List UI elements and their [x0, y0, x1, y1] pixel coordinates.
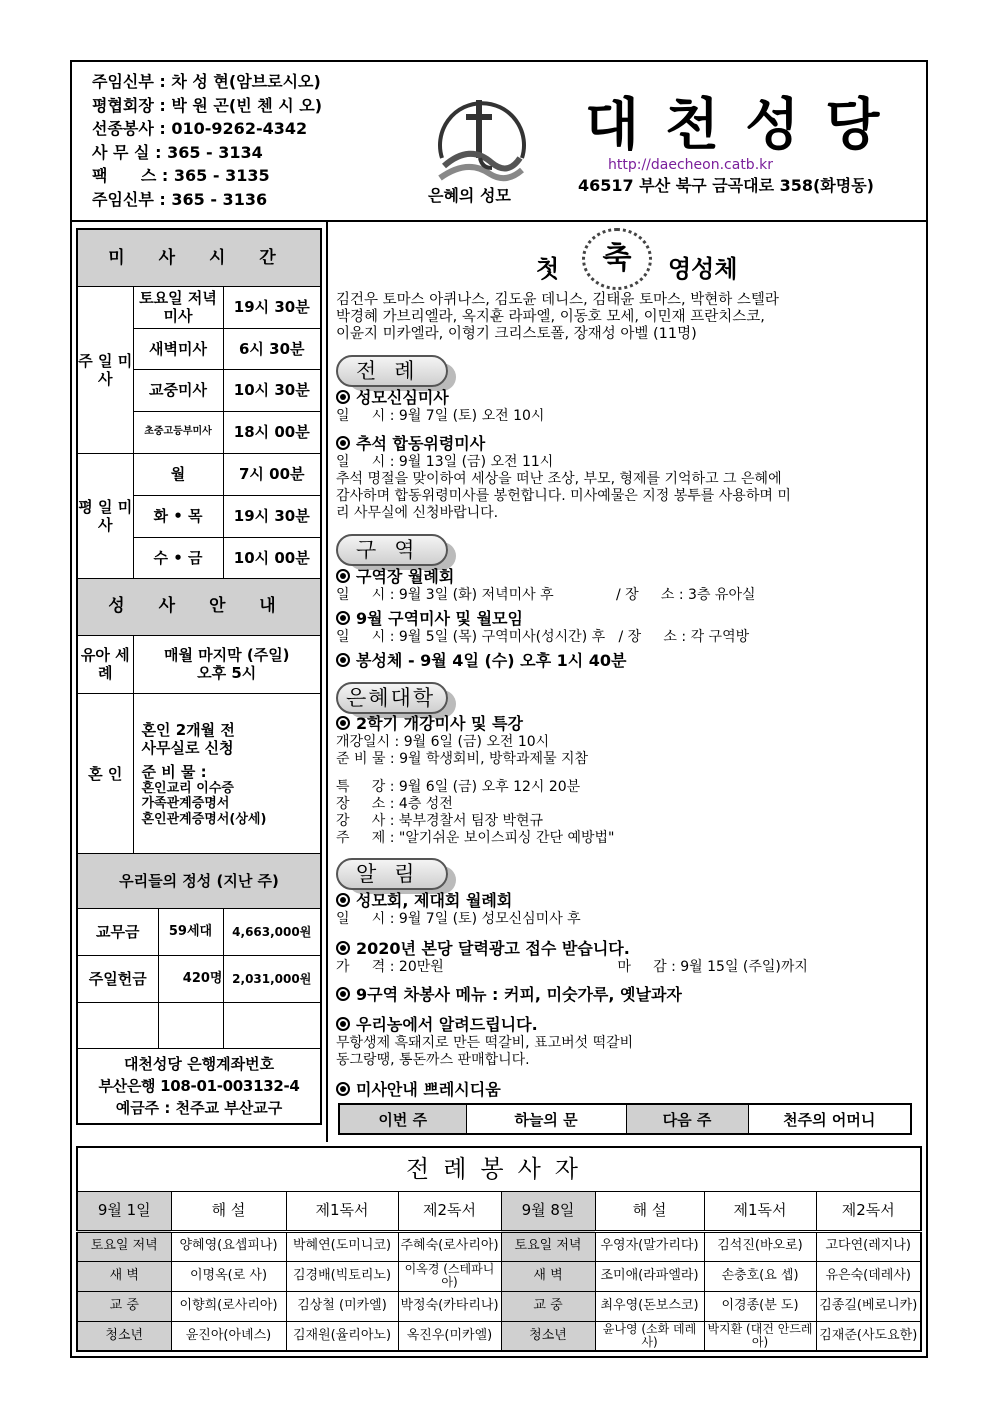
- address: 46517 부산 북구 금곡대로 358(화명동): [578, 176, 874, 195]
- logo-caption: 은혜의 성모: [428, 186, 511, 205]
- item-title: 2020년 본당 달력광고 접수 받습니다.: [356, 939, 630, 958]
- item-line: 동그랑땡, 통돈까스 판매합니다.: [336, 1052, 530, 1068]
- communion-title-left: 첫: [536, 255, 560, 283]
- server-cell: 박지환 (대건 안드레아): [704, 1321, 816, 1351]
- mass-cell: 토요일 저녁: [501, 1231, 595, 1261]
- item-title: 미사안내 쁘레시디움: [356, 1080, 501, 1099]
- communicants-line: 박경혜 가브리엘라, 옥지훈 라파엘, 이동호 모세, 이민재 프란치스코,: [336, 309, 765, 325]
- next-week-label: 다음 주: [626, 1104, 748, 1134]
- item-title: 9월 구역미사 및 월모임: [356, 609, 523, 628]
- notice-item-title: [336, 388, 449, 407]
- server-cell: 이경종(분 도): [704, 1291, 816, 1321]
- info-row: 팩 스 : 365 - 3135: [92, 166, 270, 185]
- item-title: 구역장 월례회: [356, 567, 455, 586]
- item-title: 성모회, 제대회 월례회: [356, 891, 513, 910]
- item-line: 감사하며 합동위령미사를 봉헌합니다. 미사예물은 지정 봉투를 사용하며 미: [336, 488, 791, 504]
- server-cell: 고다연(레지나): [816, 1231, 921, 1261]
- info-label: 평협회장: [92, 95, 154, 115]
- mass-times-table: [76, 228, 322, 857]
- server-cell: 양혜영(요셉피나): [171, 1231, 286, 1261]
- bank-line: 예금주 : 천주교 부산교구: [115, 1099, 283, 1117]
- baptism-schedule: 매월 마지막 (주일): [163, 646, 290, 664]
- info-value: 365 - 3136: [171, 189, 268, 209]
- bullet-icon: [336, 941, 350, 955]
- item-line: 일 시 : 9월 13일 (금) 오전 11시: [336, 454, 554, 470]
- item-line: 장 소 : 4층 성전: [336, 796, 453, 812]
- bullet-icon: [336, 987, 350, 1001]
- info-label: 팩 스: [92, 166, 157, 185]
- mass-time: 10시 30분: [223, 369, 321, 411]
- weekday-mass-label: 평 일 미 사: [77, 453, 133, 578]
- column-header: 제2독서: [398, 1191, 501, 1231]
- mass-cell: 교 중: [77, 1291, 171, 1321]
- item-line: 주 제 : "알기쉬운 보이스피싱 간단 예방법": [336, 830, 615, 846]
- presidium-table: [338, 1103, 912, 1135]
- item-line: 일 시 : 9월 7일 (토) 오전 10시: [336, 408, 545, 424]
- communicants-line: 이윤지 미카엘라, 이형기 크리스토폴, 장재성 아벨 (11명): [336, 326, 697, 342]
- bullet-icon: [336, 893, 350, 907]
- mass-time: 7시 00분: [223, 453, 321, 495]
- church-name: 대천성당: [585, 93, 906, 158]
- table-row: [77, 1291, 921, 1321]
- info-label: 선종봉사: [92, 119, 154, 138]
- communion-title-center: 축: [602, 241, 632, 276]
- marriage-line: 가족관계증명서: [141, 796, 230, 812]
- mass-name: 수 • 금: [133, 537, 223, 578]
- info-row: 주임신부 : 차 성 현(암브로시오): [92, 72, 321, 91]
- server-cell: 박정숙(카타리나): [398, 1291, 501, 1321]
- empty-cell: [77, 1003, 158, 1049]
- next-week-presidium: 천주의 어머니: [748, 1104, 911, 1134]
- mass-cell: 새 벽: [77, 1261, 171, 1291]
- notice-item-title: [336, 609, 523, 628]
- marriage-line: 사무실로 신청: [141, 738, 234, 757]
- mass-name: 토요일 저녁미사: [133, 286, 223, 328]
- server-cell: 주혜숙(로사리아): [398, 1231, 501, 1261]
- column-header: 제1독서: [704, 1191, 816, 1231]
- info-label: 사 무 실: [92, 142, 150, 162]
- table-row: [77, 1231, 921, 1261]
- mass-name: 새벽미사: [133, 328, 223, 369]
- notice-item-title: [336, 1080, 501, 1099]
- mass-times-title: 미 사 시 간: [77, 229, 321, 286]
- item-line: 준 비 물 : 9월 학생회비, 방학과제물 지참: [336, 751, 589, 767]
- info-row: 사 무 실 : 365 - 3134: [92, 142, 263, 162]
- notice-item-title: [336, 939, 630, 958]
- offering-count: 420명: [158, 956, 223, 1003]
- item-lines: [336, 734, 614, 847]
- server-cell: 이명옥(로 사): [171, 1261, 286, 1291]
- info-value: 365 - 3135: [173, 166, 270, 185]
- week-date: 9월 8일: [501, 1191, 595, 1231]
- info-label: 주임신부: [92, 72, 154, 91]
- mass-cell: 교 중: [501, 1291, 595, 1321]
- marriage-line: 혼인관계증명서(상세): [141, 812, 267, 828]
- servers-title: 전례봉사자: [77, 1147, 921, 1191]
- info-value: 365 - 3134: [167, 142, 263, 162]
- server-cell: 이향희(로사리아): [171, 1291, 286, 1321]
- banner-grace-university: 은혜대학: [336, 682, 448, 714]
- item-lines: [336, 1035, 633, 1069]
- column-header: 해 설: [595, 1191, 704, 1231]
- mass-time: 19시 30분: [223, 286, 321, 328]
- website-link[interactable]: http://daecheon.catb.kr: [608, 157, 774, 173]
- info-value: 차 성 현(암브로시오): [171, 72, 321, 91]
- item-line: 가 격 : 20만원 마 감 : 9월 15일 (주일)까지: [336, 959, 808, 975]
- column-header: 해 설: [171, 1191, 286, 1231]
- banner-liturgy: 전례: [336, 355, 448, 387]
- table-row: [77, 1261, 921, 1291]
- server-cell: 유은숙(데레사): [816, 1261, 921, 1291]
- info-value: 박 원 곤(빈 첸 시 오): [171, 95, 323, 115]
- offering-amount: 2,031,000원: [223, 956, 321, 1003]
- server-cell: 김석진(바오로): [704, 1231, 816, 1261]
- info-row: 주임신부 : 365 - 3136: [92, 189, 268, 209]
- mass-time: 10시 00분: [223, 537, 321, 578]
- church-logo-icon: [430, 88, 530, 188]
- item-line: 강 사 : 북부경찰서 팀장 박현규: [336, 813, 544, 829]
- mass-time: 18시 00분: [223, 411, 321, 453]
- marriage-line: 혼인 2개월 전: [141, 720, 235, 739]
- offering-name: 주일헌금: [77, 956, 158, 1003]
- server-cell: 조미애(라파엘라): [595, 1261, 704, 1291]
- mass-name: 초중고등부미사: [133, 411, 223, 453]
- notice-item-title: [336, 714, 523, 733]
- mass-time: 19시 30분: [223, 495, 321, 537]
- week-date: 9월 1일: [77, 1191, 171, 1231]
- bullet-icon: [336, 653, 350, 667]
- item-line: 특 강 : 9월 6일 (금) 오후 12시 20분: [336, 779, 581, 795]
- info-value: 010-9262-4342: [171, 119, 308, 138]
- item-line: 일 시 : 9월 5일 (목) 구역미사(성시간) 후 / 장 소 : 각 구역방: [336, 629, 750, 645]
- server-cell: 김경배(빅토리노): [286, 1261, 398, 1291]
- bullet-icon: [336, 611, 350, 625]
- baptism-label: 유아 세례: [77, 635, 133, 693]
- server-cell: 우영자(말가리다): [595, 1231, 704, 1261]
- communion-title-right: 영성체: [668, 255, 738, 283]
- mass-name: 화 • 목: [133, 495, 223, 537]
- bullet-icon: [336, 569, 350, 583]
- bullet-icon: [336, 716, 350, 730]
- item-title: 9구역 차봉사 메뉴 : 커피, 미숫가루, 옛날과자: [356, 985, 682, 1004]
- sunday-mass-label: 주 일 미 사: [77, 286, 133, 453]
- item-title: 2학기 개강미사 및 특강: [356, 714, 523, 733]
- bullet-icon: [336, 1017, 350, 1031]
- offering-table: [76, 853, 322, 1125]
- info-row: 평협회장 : 박 원 곤(빈 첸 시 오): [92, 95, 323, 115]
- item-title: 성모신심미사: [356, 388, 449, 407]
- item-line: 일 시 : 9월 7일 (토) 성모신심미사 후: [336, 911, 581, 927]
- server-cell: 이옥경 (스테파니아): [398, 1261, 501, 1291]
- item-line: 개강일시 : 9월 6일 (금) 오전 10시: [336, 734, 550, 750]
- item-title: 봉성체 - 9월 4일 (수) 오후 1시 40분: [356, 651, 627, 670]
- communicants-line: 김건우 토마스 아퀴나스, 김도윤 데니스, 김태윤 토마스, 박현하 스텔라: [336, 292, 779, 308]
- offering-count: 59세대: [158, 909, 223, 956]
- offering-amount: 4,663,000원: [223, 909, 321, 956]
- mass-cell: 새 벽: [501, 1261, 595, 1291]
- item-line: 추석 명절을 맞이하여 세상을 떠난 조상, 부모, 형제를 기억하고 그 은혜에: [336, 471, 782, 487]
- column-divider: [326, 222, 328, 1142]
- server-cell: 손충호(요 셉): [704, 1261, 816, 1291]
- communicants-list: [336, 292, 779, 343]
- empty-cell: [223, 1003, 321, 1049]
- server-cell: 김재원(율리아노): [286, 1321, 398, 1351]
- item-line: 일 시 : 9월 3일 (화) 저녁미사 후 / 장 소 : 3층 유아실: [336, 587, 756, 603]
- bullet-icon: [336, 436, 350, 450]
- baptism-time: 오후 5시: [197, 664, 257, 682]
- table-row: [77, 1321, 921, 1351]
- notice-item-title: [336, 891, 512, 910]
- marriage-line: 혼인교리 이수증: [141, 780, 234, 796]
- item-lines: [336, 454, 791, 522]
- mass-cell: 청소년: [501, 1321, 595, 1351]
- marriage-label: 혼 인: [77, 693, 133, 856]
- server-cell: 김재준(사도요한): [816, 1321, 921, 1351]
- server-cell: 옥진우(미카엘): [398, 1321, 501, 1351]
- offering-name: 교무금: [77, 909, 158, 956]
- column-header: 제1독서: [286, 1191, 398, 1231]
- banner-notice: 알림: [336, 858, 448, 890]
- liturgy-servers-table: [76, 1146, 922, 1352]
- empty-cell: [158, 1003, 223, 1049]
- mass-name: 월: [133, 453, 223, 495]
- info-row: 선종봉사 : 010-9262-4342: [92, 119, 308, 138]
- bullet-icon: [336, 1082, 350, 1096]
- notice-item-title: [336, 651, 626, 670]
- item-line: 무항생제 흑돼지로 만든 떡갈비, 표고버섯 떡갈비: [336, 1035, 634, 1051]
- this-week-presidium: 하늘의 문: [466, 1104, 626, 1134]
- banner-district: 구역: [336, 534, 448, 566]
- bank-account: 부산은행 108-01-003132-4: [98, 1077, 300, 1095]
- notice-item-title: [336, 434, 485, 453]
- item-title: 우리농에서 알려드립니다.: [356, 1015, 538, 1034]
- column-header: 제2독서: [816, 1191, 921, 1231]
- server-cell: 최우영(돈보스코): [595, 1291, 704, 1321]
- notice-item-title: [336, 1015, 538, 1034]
- mass-time: 6시 30분: [223, 328, 321, 369]
- bullet-icon: [336, 390, 350, 404]
- notice-item-title: [336, 985, 682, 1004]
- item-title: 추석 합동위령미사: [356, 434, 486, 453]
- bank-line: 대천성당 은행계좌번호: [123, 1055, 275, 1073]
- sacrament-title: 성 사 안 내: [77, 578, 321, 635]
- info-label: 주임신부: [92, 189, 154, 209]
- server-cell: 박혜연(도미니코): [286, 1231, 398, 1261]
- server-cell: 김종길(베로니카): [816, 1291, 921, 1321]
- server-cell: 윤진아(아녜스): [171, 1321, 286, 1351]
- item-line: 리 사무실에 신청바랍니다.: [336, 505, 499, 521]
- this-week-label: 이번 주: [339, 1104, 466, 1134]
- contact-info: [92, 70, 322, 211]
- congrats-wreath-icon: [582, 228, 652, 290]
- mass-cell: 토요일 저녁: [77, 1231, 171, 1261]
- mass-name: 교중미사: [133, 369, 223, 411]
- mass-cell: 청소년: [77, 1321, 171, 1351]
- marriage-line: 준 비 물 :: [141, 762, 207, 781]
- server-cell: 윤나영 (소화 데레사): [595, 1321, 704, 1351]
- offering-title: 우리들의 정성 (지난 주): [77, 854, 321, 909]
- server-cell: 김상철 (미카엘): [286, 1291, 398, 1321]
- notice-item-title: [336, 567, 454, 586]
